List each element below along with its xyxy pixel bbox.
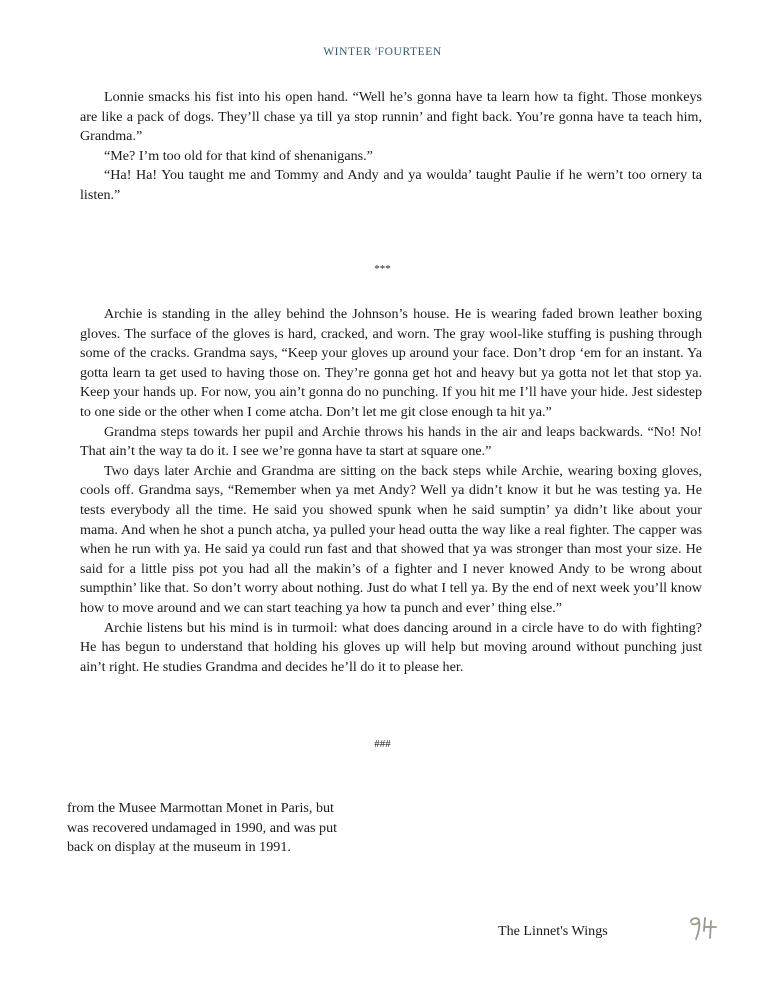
- end-of-story-separator: ###: [374, 738, 391, 750]
- paragraph: “Me? I’m too old for that kind of shenanigans.”: [104, 147, 373, 164]
- section-separator: ***: [374, 263, 391, 275]
- paragraph: Grandma steps towards her pupil and Archie throws his hands in the air and leaps backwards. “No! No! That ain’t the way ta do it. I see we’re gonna have ta start at square one.”: [80, 423, 702, 460]
- image-caption-fragment: [67, 799, 377, 858]
- paragraph: Archie listens but his mind is in turmoil: what does dancing around in a circle have to do with fighting? He has begun to understand that holding his gloves up will help but moving around without punching just ain’t right. He studies Grandma and decides he’ll do it to please her.: [80, 619, 702, 675]
- paragraph: Two days later Archie and Grandma are sitting on the back steps while Archie, wearing boxing gloves, cools off. Grandma says, “Remember when ya met Andy? Well ya didn’t know it but he was testing ya. He tests everybody all the time. He said you showed spunk when he said sumptin’ ya didn’t like about your mama. And when he shot a punch atcha, ya pulled your head outta the way like a real fighter. The capper was when he run with ya. He said ya could run fast and that showed that ya was stronger than most your size. He said for a little piss pot you had all the makin’s of a fighter and I never knowed Andy to be wrong about sumpthin’ like that. So don’t worry about nothing. Just do what I tell ya. By the end of next week you’ll know how to move around and we can start teaching ya how ta punch and ever’ thing else.”: [80, 462, 702, 616]
- caption-line: from the Musee Marmottan Monet in Paris, but: [67, 800, 334, 816]
- running-header: WINTER 'FOURTEEN: [323, 46, 442, 58]
- page-number-handwritten-icon: [688, 915, 722, 941]
- caption-line: was recovered undamaged in 1990, and was put: [67, 819, 338, 836]
- story-section-2: [80, 305, 702, 677]
- story-section-1: [80, 88, 702, 206]
- paragraph: Archie is standing in the alley behind the Johnson’s house. He is wearing faded brown leather boxing gloves. The surface of the gloves is hard, cracked, and worn. The gray wool-like stuffing is pushing through some of the cracks. Grandma says, “Keep your gloves up around your face. Don’t drop ‘em for an instant. Ya gotta learn ta get used to having those on. They’re gonna get hot and heavy but ya gotta not let that stop ya. Keep your hands up. For now, you ain’t gonna do no punching. If you hit me I’ll have your hide. Jest sidestep to one side or the other when I come atcha. Don’t let me git close enough ta hit ya.”: [80, 306, 702, 420]
- caption-line: back on display at the museum in 1991.: [67, 839, 291, 856]
- paragraph: “Ha! Ha! You taught me and Tommy and Andy and ya woulda’ taught Paulie if he wern’t too ornery ta listen.”: [80, 167, 702, 203]
- footer-publication-title: The Linnet's Wings: [498, 923, 608, 939]
- paragraph: Lonnie smacks his fist into his open hand. “Well he’s gonna have ta learn how ta fight. Those monkeys are like a pack of dogs. They’ll chase ya till ya stop runnin’ and fight back. You’re gonna have ta teach him, Grandma.”: [80, 89, 702, 145]
